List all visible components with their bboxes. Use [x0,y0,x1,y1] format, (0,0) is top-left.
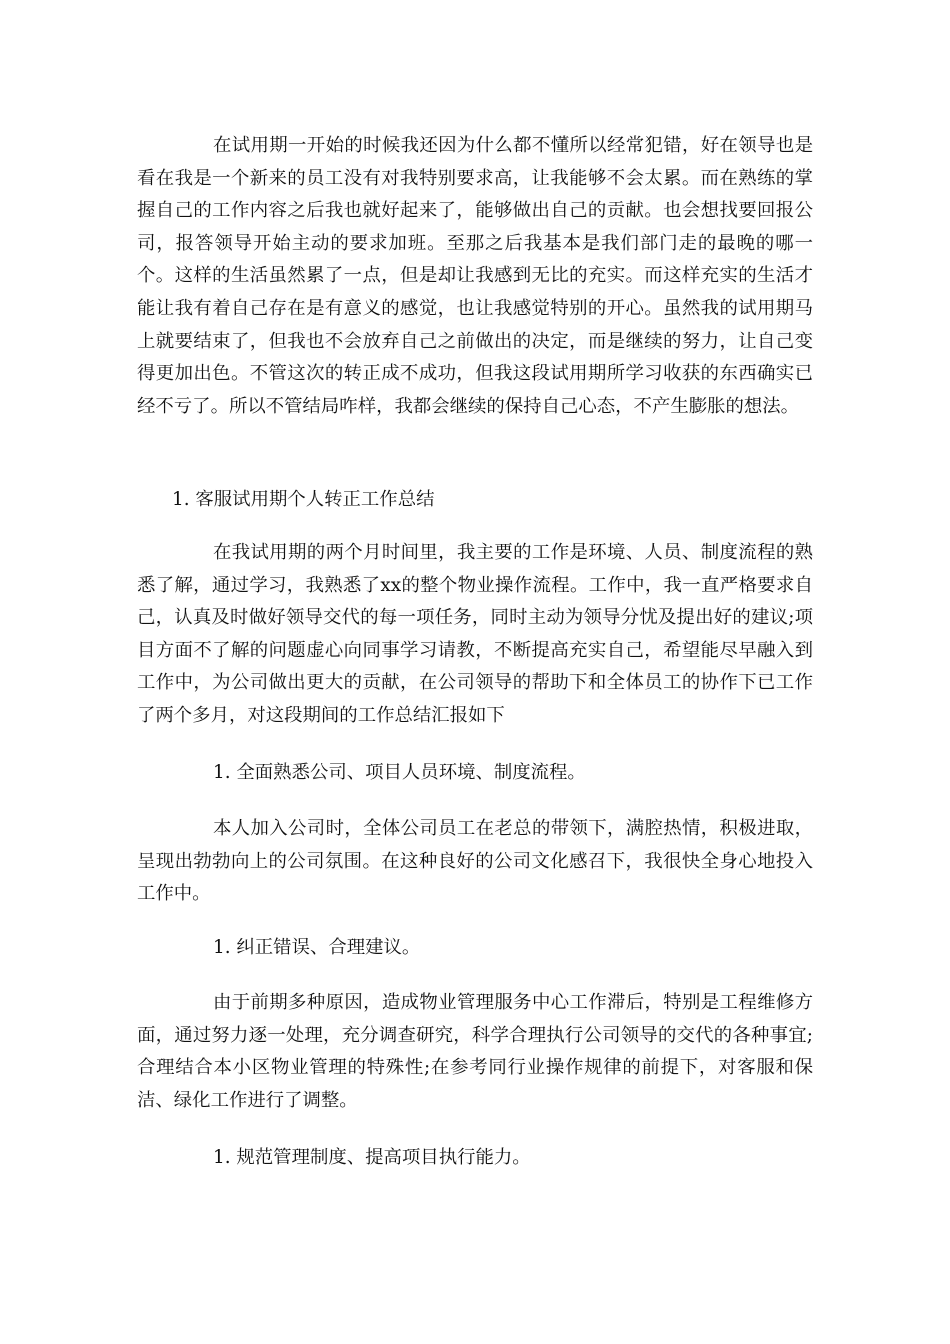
sub-heading-correct-errors: 1. 纠正错误、合理建议。 [213,937,421,958]
paragraph-company-culture: 本人加入公司时，全体公司员工在老总的带领下，满腔热情，积极进取，呈现出勃勃向上的公司氛围。在这种良好的公司文化感召下，我很快全身心地投入工作中。 [137,818,813,905]
paragraph-adjustments: 由于前期多种原因，造成物业管理服务中心工作滞后，特别是工程维修方面，通过努力逐一处理，充分调查研究，科学合理执行公司领导的交代的各种事宜;合理结合本小区物业管理的特殊性;在参考同行业操作规律的前提下，对客服和保洁、绿化工作进行了调整。 [137,992,813,1111]
sub-heading-familiarize-company: 1. 全面熟悉公司、项目人员环境、制度流程。 [213,762,586,783]
section-heading-customer-service-summary: 1. 客服试用期个人转正工作总结 [172,489,435,510]
paragraph-two-month-overview: 在我试用期的两个月时间里，我主要的工作是环境、人员、制度流程的熟悉了解，通过学习，我熟悉了xx的整个物业操作流程。工作中，我一直严格要求自己，认真及时做好领导交代的每一项任务，同时主动为领导分忧及提出好的建议;项目方面不了解的问题虚心向同事学习请教，不断提高充实自己，希望能尽早融入到工作中，为公司做出更大的贡献，在公司领导的帮助下和全体员工的协作下已工作了两个多月，对这段期间的工作总结汇报如下 [137,542,813,726]
sub-heading-standardize-management: 1. 规范管理制度、提高项目执行能力。 [213,1147,531,1168]
paragraph-probation-reflection: 在试用期一开始的时候我还因为什么都不懂所以经常犯错，好在领导也是看在我是一个新来的员工没有对我特别要求高，让我能够不会太累。而在熟练的掌握自己的工作内容之后我也就好起来了，能够做出自己的贡献。也会想找要回报公司，报答领导开始主动的要求加班。至那之后我基本是我们部门走的最晚的哪一个。这样的生活虽然累了一点，但是却让我感到无比的充实。而这样充实的生活才能让我有着自己存在是有意义的感觉，也让我感觉特别的开心。虽然我的试用期马上就要结束了，但我也不会放弃自己之前做出的决定，而是继续的努力，让自己变得更加出色。不管这次的转正成不成功，但我这段试用期所学习收获的东西确实已经不亏了。所以不管结局咋样，我都会继续的保持自己心态，不产生膨胀的想法。 [137,135,813,417]
